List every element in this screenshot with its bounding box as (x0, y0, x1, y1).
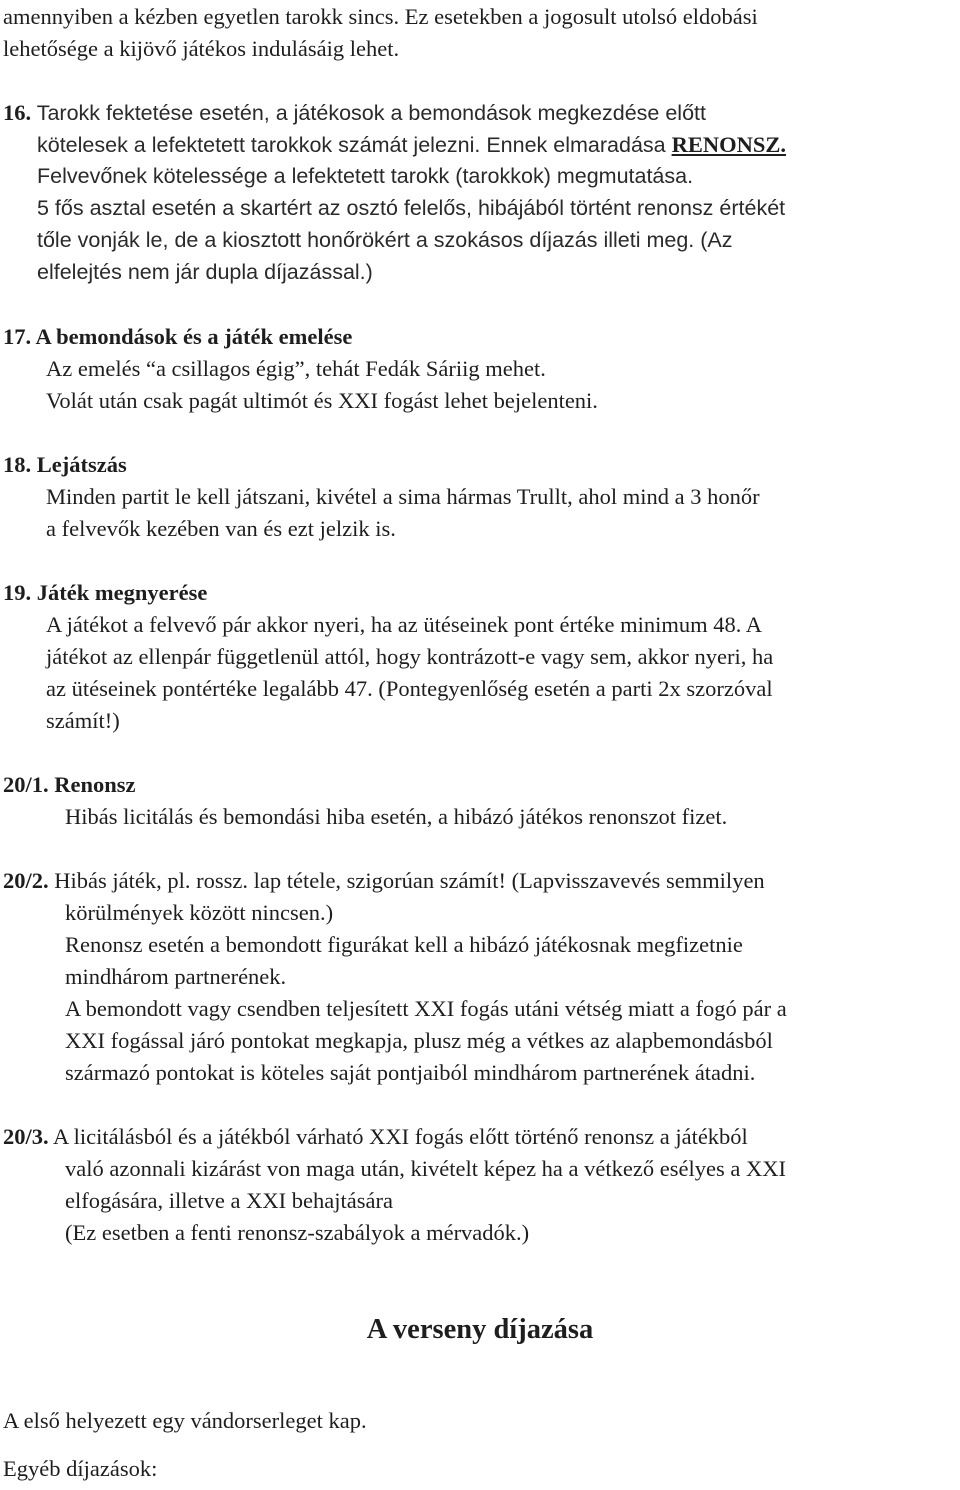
text-line: való azonnali kizárást von maga után, kivételt képez ha a vétkező esélyes a XXI (65, 1156, 786, 1181)
section-18-title: 18. Lejátszás (3, 452, 127, 477)
renonsz-emphasis: RENONSZ. (671, 132, 786, 157)
section-number: 20/3. (3, 1124, 49, 1149)
text-line: (Ez esetben a fenti renonsz-szabályok a mérvadók.) (65, 1220, 530, 1245)
section-number: 20/2. (3, 868, 49, 893)
text-line: A bemondott vagy csendben teljesített XXI fogás utáni vétség miatt a fogó pár a (65, 996, 787, 1021)
section-20-3-line (3, 1126, 748, 1149)
text-line: A játékot a felvevő pár akkor nyeri, ha az ütéseinek pont értéke minimum 48. A (46, 612, 763, 637)
section-19-title: 19. Játék megnyerése (3, 580, 208, 605)
section-number: 16. (3, 100, 32, 125)
text-line: számít!) (46, 708, 120, 733)
text-line: amennyiben a kézben egyetlen tarokk sincs. Ez esetekben a jogosult utolsó eldobási (3, 4, 758, 29)
text-segment: Tarokk fektetése esetén, a játékosok a bemondások megkezdése előtt (31, 101, 706, 125)
text-line: elfelejtés nem jár dupla díjazással.) (37, 260, 373, 284)
text-line: tőle vonják le, de a kiosztott honőrökért a szokásos díjazás illeti meg. (Az (37, 228, 733, 252)
text-line: Minden partit le kell játszani, kivétel a sima hármas Trullt, ahol mind a 3 honőr (46, 484, 760, 509)
section-16-line (3, 102, 706, 125)
section-17-title: 17. A bemondások és a játék emelése (3, 324, 353, 349)
awards-heading: A verseny díjazása (366, 1314, 594, 1345)
text-line: a felvevők kezében van és ezt jelzik is. (46, 516, 396, 541)
text-line: körülmények között nincsen.) (65, 900, 334, 925)
text-line: Renonsz esetén a bemondott figurákat kell a hibázó játékosnak megfizetnie (65, 932, 743, 957)
section-20-1-title: 20/1. Renonsz (3, 772, 136, 797)
text-line: Hibás licitálás és bemondási hiba esetén, a hibázó játékos renonszot fizet. (65, 804, 728, 829)
text-line: az ütéseinek pontértéke legalább 47. (Pontegyenlőség esetén a parti 2x szorzóval (46, 676, 773, 701)
text-line: Volát után csak pagát ultimót és XXI fogást lehet bejelenteni. (46, 388, 598, 413)
text-line: mindhárom partnerének. (65, 964, 287, 989)
text-line: származó pontokat is köteles saját pontjaiból mindhárom partnerének átadni. (65, 1060, 756, 1085)
text-line: XXI fogással járó pontokat megkapja, plusz még a vétkes az alapbemondásból (65, 1028, 773, 1053)
text-segment: A licitálásból és a játékból várható XXI fogás előtt történő renonsz a játékból (48, 1124, 748, 1149)
text-line: Egyéb díjazások: (3, 1456, 158, 1481)
text-line: Felvevőnek kötelessége a lefektetett tarokk (tarokkok) megmutatása. (37, 164, 694, 188)
text-line: játékot az ellenpár függetlenül attól, hogy kontrázott-e vagy sem, akkor nyeri, ha (46, 644, 774, 669)
text-line: elfogására, illetve a XXI behajtására (65, 1188, 393, 1213)
text-line (37, 134, 786, 157)
text-segment: kötelesek a lefektetett tarokkok számát jelezni. Ennek elmaradása (37, 133, 672, 157)
text-line: lehetősége a kijövő játékos indulásáig lehet. (3, 36, 400, 61)
text-segment: Hibás játék, pl. rossz. lap tétele, szigorúan számít! (Lapvisszavevés semmilyen (48, 868, 765, 893)
text-line: 5 fős asztal esetén a skartért az osztó felelős, hibájából történt renonsz értékét (37, 196, 786, 220)
text-line: A első helyezett egy vándorserleget kap. (3, 1408, 367, 1433)
section-20-2-line (3, 870, 765, 893)
text-line: Az emelés “a csillagos égig”, tehát Fedák Sáriig mehet. (46, 356, 546, 381)
